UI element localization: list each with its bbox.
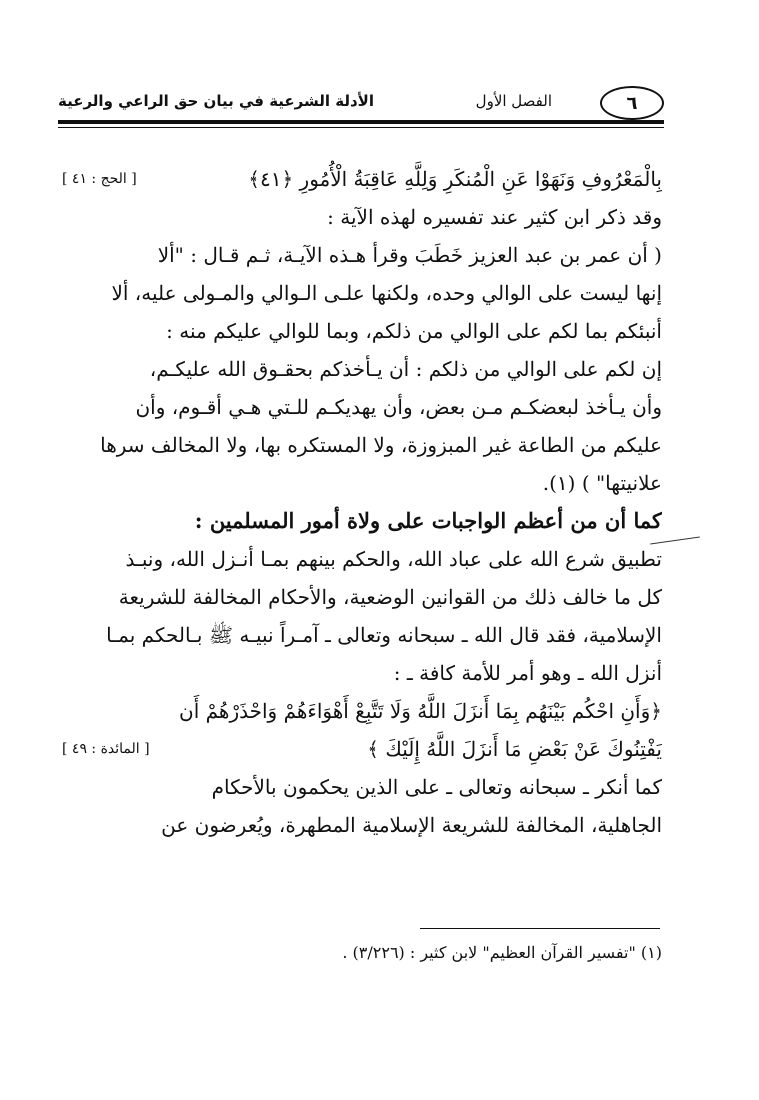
page-header	[58, 84, 664, 124]
quran-verse-text: يَفْتِنُوكَ عَنْ بَعْضِ مَا أَنزَلَ اللَّهُ إِلَيْكَ ﴾	[367, 737, 662, 761]
body-line: ( أن عمر بن عبد العزيز خَطَبَ وقرأ هـذه الآيـة، ثـم قـال : "ألا	[157, 243, 662, 267]
body-line: عليكم من الطاعة غير المبزوزة، ولا المستكره بها، ولا المخالف سرها	[100, 433, 662, 457]
body-line: كل ما خالف ذلك من القوانين الوضعية، والأحكام المخالفة للشريعة	[118, 585, 662, 609]
quran-verse-line	[62, 160, 662, 198]
footnote: (١) "تفسير القرآن العظيم" لابن كثير : (٣/٢٢٦) .	[342, 943, 662, 962]
section-subheading: كما أن من أعظم الواجبات على ولاة أمور المسلمين :	[194, 508, 662, 533]
body-line: إن لكم على الوالي من ذلكم : أن يـأخذكم بحقـوق الله عليكـم،	[149, 357, 662, 381]
quran-verse-line	[62, 730, 662, 768]
chapter-title: الفصل الأول	[475, 92, 552, 110]
quran-verse-line	[62, 692, 662, 730]
verse-reference: [ المائدة : ٤٩ ]	[62, 741, 150, 757]
footnote-separator	[420, 928, 660, 929]
body-line: علانيتها" ) (١).	[542, 471, 662, 495]
header-rule-thick	[58, 120, 664, 124]
body-line: كما أنكر ـ سبحانه وتعالى ـ على الذين يحكمون بالأحكام	[211, 775, 662, 799]
body-line: وقد ذكر ابن كثير عند تفسيره لهذه الآية :	[327, 205, 662, 229]
header-rule-thin	[58, 127, 664, 128]
body-line: إنها ليست على الوالي وحده، ولكنها علـى الـوالي والمـولى عليه، ألا	[111, 281, 662, 305]
body-line: أنبئكم بما لكم على الوالي من ذلكم، وبما للوالي عليكم منه :	[166, 319, 662, 343]
page-number: ٦	[600, 86, 664, 120]
body-line: تطبيق شرع الله على عباد الله، والحكم بينهم بمـا أنـزل الله، ونبـذ	[125, 547, 662, 571]
quran-verse-text: بِالْمَعْرُوفِ وَنَهَوْا عَنِ الْمُنكَرِ وَلِلَّهِ عَاقِبَةُ الْأُمُورِ ﴿٤١﴾	[248, 167, 662, 191]
page-body	[62, 160, 662, 844]
body-line: وأن يـأخذ لبعضكـم مـن بعض، وأن يهديكـم للـتي هـي أقـوم، وأن	[135, 395, 662, 419]
book-title: الأدلة الشرعية في بيان حق الراعي والرعية	[58, 92, 374, 110]
body-line: أنزل الله ـ وهو أمر للأمة كافة ـ :	[393, 661, 662, 685]
verse-reference: [ الحج : ٤١ ]	[62, 171, 137, 187]
body-line: الجاهلية، المخالفة للشريعة الإسلامية المطهرة، ويُعرضون عن	[161, 813, 662, 837]
body-line: الإسلامية، فقد قال الله ـ سبحانه وتعالى ـ آمـراً نبيـه ﷺ بـالحكم بمـا	[106, 623, 662, 647]
quran-verse-text: ﴿وَأَنِ احْكُم بَيْنَهُم بِمَا أَنزَلَ اللَّهُ وَلَا تَتَّبِعْ أَهْوَاءَهُمْ وَاحْذَرْهُمْ أَن	[179, 699, 662, 723]
